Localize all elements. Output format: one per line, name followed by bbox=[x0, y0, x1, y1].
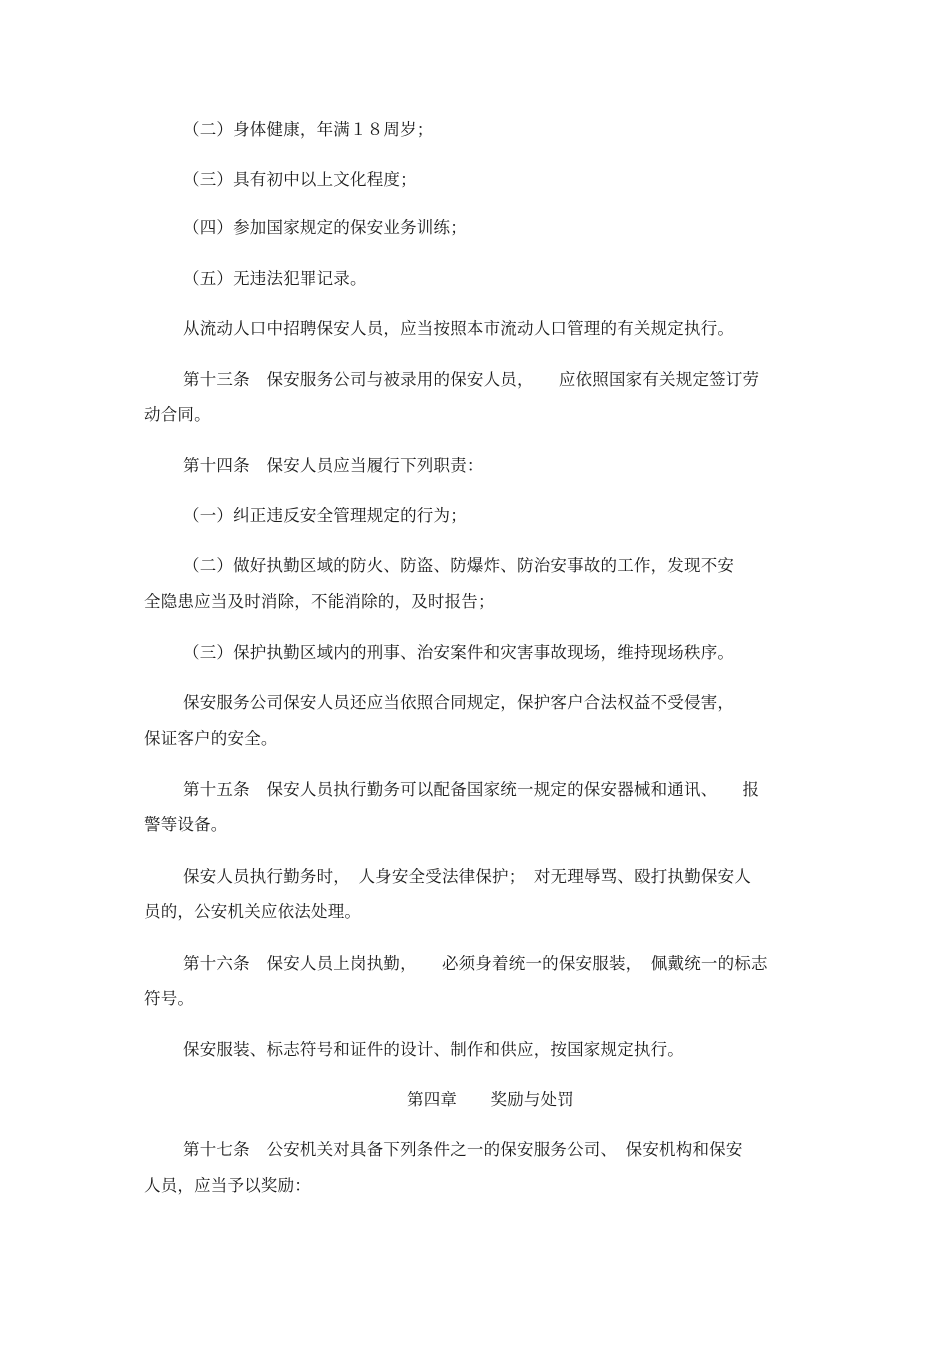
chapter-heading: 第四章 奖励与处罚 bbox=[407, 1090, 574, 1109]
article-15-line-1: 第十五条 保安人员执行勤务可以配备国家统一规定的保安器械和通讯、 报 bbox=[183, 780, 760, 799]
article-15-line-2: 警等设备。 bbox=[144, 815, 228, 834]
clause-item-2-age: （二）身体健康，年满１８周岁； bbox=[183, 120, 434, 139]
paragraph-floating-population: 从流动人口中招聘保安人员，应当按照本市流动人口管理的有关规定执行。 bbox=[183, 319, 735, 338]
duty-item-2-line-1: （二）做好执勤区域的防火、防盗、防爆炸、防治安事故的工作，发现不安 bbox=[183, 556, 735, 575]
paragraph-legal-protection-line-1: 保安人员执行勤务时， 人身安全受法律保护； 对无理辱骂、殴打执勤保安人 bbox=[183, 867, 751, 886]
paragraph-uniform-regulation: 保安服装、标志符号和证件的设计、制作和供应，按国家规定执行。 bbox=[183, 1040, 684, 1059]
paragraph-client-protection-line-2: 保证客户的安全。 bbox=[144, 729, 278, 748]
duty-item-2-line-2: 全隐患应当及时消除，不能消除的，及时报告； bbox=[144, 592, 495, 611]
clause-item-3-education: （三）具有初中以上文化程度； bbox=[183, 170, 417, 189]
duty-item-1: （一）纠正违反安全管理规定的行为； bbox=[183, 506, 467, 525]
paragraph-legal-protection-line-2: 员的，公安机关应依法处理。 bbox=[144, 902, 362, 921]
article-16-line-1: 第十六条 保安人员上岗执勤， 必须身着统一的保安服装， 佩戴统一的标志 bbox=[183, 954, 768, 973]
article-13-line-1: 第十三条 保安服务公司与被录用的保安人员， 应依照国家有关规定签订劳 bbox=[183, 370, 760, 389]
duty-item-3: （三）保护执勤区域内的刑事、治安案件和灾害事故现场，维持现场秩序。 bbox=[183, 643, 735, 662]
article-16-line-2: 符号。 bbox=[144, 989, 195, 1008]
clause-item-4-training: （四）参加国家规定的保安业务训练； bbox=[183, 218, 467, 237]
paragraph-client-protection-line-1: 保安服务公司保安人员还应当依照合同规定，保护客户合法权益不受侵害， bbox=[183, 693, 735, 712]
article-17-line-1: 第十七条 公安机关对具备下列条件之一的保安服务公司、 保安机构和保安 bbox=[183, 1140, 743, 1159]
article-17-line-2: 人员，应当予以奖励： bbox=[144, 1176, 311, 1195]
article-14-heading: 第十四条 保安人员应当履行下列职责： bbox=[183, 456, 484, 475]
article-13-line-2: 动合同。 bbox=[144, 405, 211, 424]
clause-item-5-record: （五）无违法犯罪记录。 bbox=[183, 269, 367, 288]
